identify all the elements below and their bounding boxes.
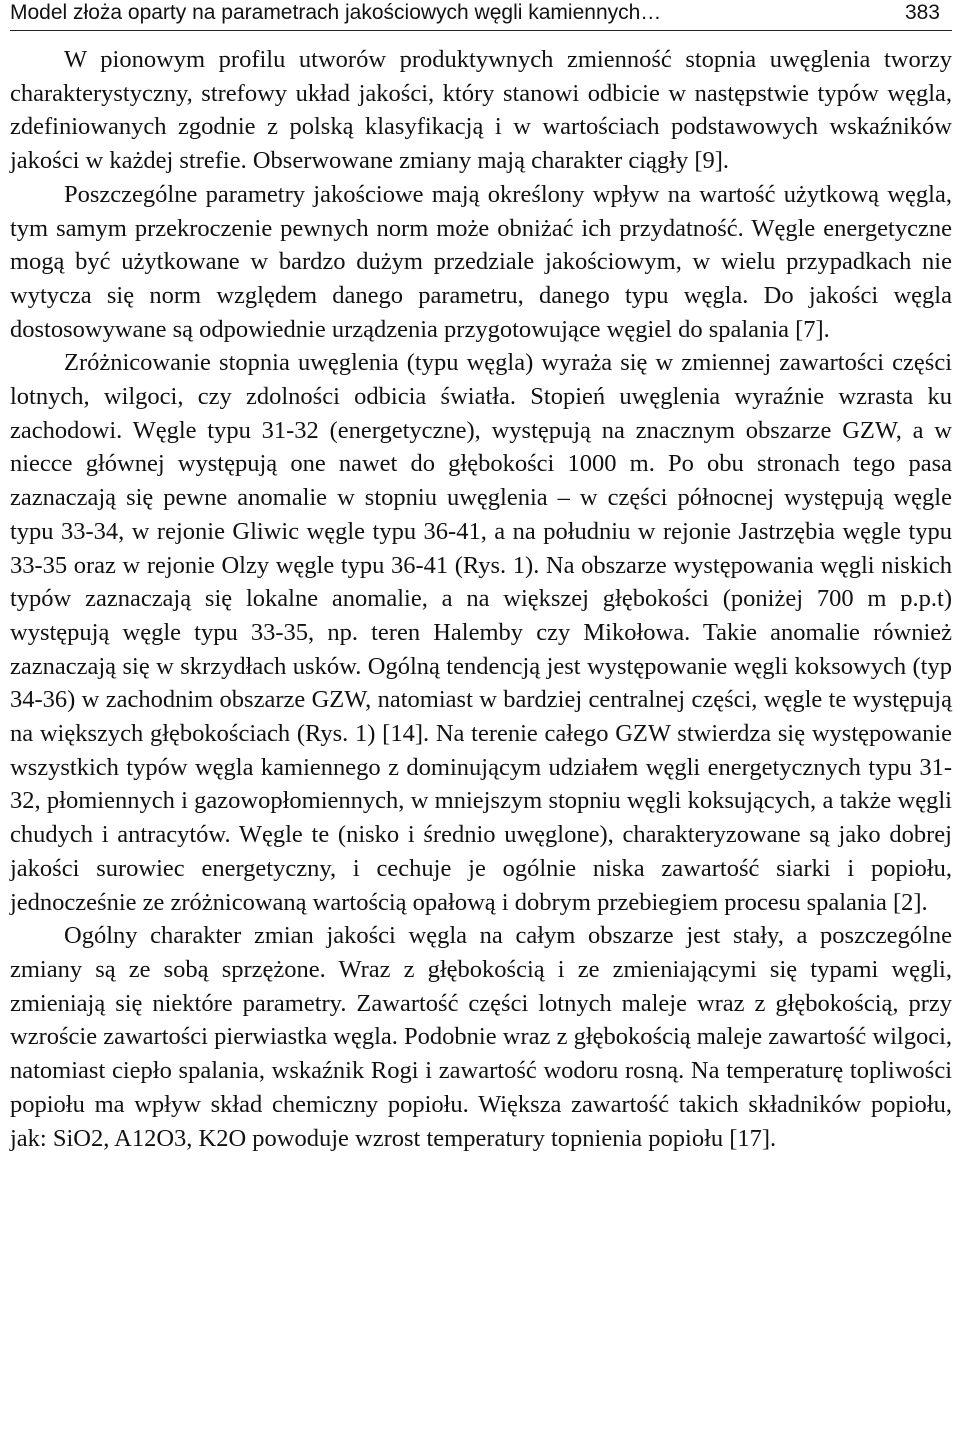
page-number: 383 — [904, 1, 940, 24]
paragraph-3: Zróżnicowanie stopnia uwęglenia (typu węgla) wyraża się w zmiennej zawartości części lotnych, wilgoci, czy zdolności odbicia światła. Stopień uwęglenia wyraźnie wzrasta ku zachodowi. Węgle typu 31-32 (energetyczne), występują na znacznym obszarze GZW, a w niecce głównej występują one nawet do głębokości 1000 m. Po obu stronach tego pasa zaznaczają się pewne anomalie w stopniu uwęglenia – w części północnej występują węgle typu 33-34, w rejonie Gliwic węgle typu 36-41, a na południu w rejonie Jastrzębia węgle typu 33-35 oraz w rejonie Olzy węgle typu 36-41 (Rys. 1). Na obszarze występowania węgli niskich typów zaznaczają się lokalne anomalie, a na większej głębokości (poniżej 700 m p.p.t) występują węgle typu 33-35, np. teren Halemby czy Mikołowa. Takie anomalie również zaznaczają się w skrzydłach usków. Ogólną tendencją jest występowanie węgli koksowych (typ 34-36) w zachodnim obszarze GZW, natomiast w bardziej centralnej części, węgle te występują na większych głębokościach (Rys. 1) [14]. Na terenie całego GZW stwierdza się występowanie wszystkich typów węgla kamiennego z dominującym udziałem węgli energetycznych typu 31-32, płomiennych i gazowopłomiennych, w mniejszym stopniu węgli koksujących, a także węgli chudych i antracytów. Węgle te (nisko i średnio uwęglone), charakteryzowane są jako dobrej jakości surowiec energetyczny, i cechuje je ogólnie niska zawartość siarki i popiołu, jednocześnie ze zróżnicowaną wartością opałową i dobrym przebiegiem procesu spalania [2]. — [10, 349, 952, 916]
paragraph-1: W pionowym profilu utworów produktywnych zmienność stopnia uwęglenia tworzy charakterystyczny, strefowy układ jakości, który stanowi odbicie w następstwie typów węgla, zdefiniowanych zgodnie z polską klasyfikacją i w wartościach podstawowych wskaźników jakości w każdej strefie. Obserwowane zmiany mają charakter ciągły [9]. — [10, 46, 952, 175]
paragraph-2: Poszczególne parametry jakościowe mają określony wpływ na wartość użytkową węgla, tym samym przekroczenie pewnych norm może obniżać ich przydatność. Węgle energetyczne mogą być użytkowane w bardzo dużym przedziale jakościowym, w wielu przypadkach nie wytycza się norm względem danego parametru, danego typu węgla. Do jakości węgla dostosowywane są odpowiednie urządzenia przygotowujące węgiel do spalania [7]. — [10, 180, 952, 343]
running-title: Model złoża oparty na parametrach jakościowych węgli kamiennych… — [10, 1, 662, 24]
body-text — [10, 43, 952, 1155]
running-header — [10, 0, 952, 31]
paragraph-4: Ogólny charakter zmian jakości węgla na całym obszarze jest stały, a poszczególne zmiany są ze sobą sprzężone. Wraz z głębokością i ze zmieniającymi się typami węgli, zmieniają się niektóre parametry. Zawartość części lotnych maleje wraz z głębokością, przy wzroście zawartości pierwiastka węgla. Podobnie wraz z głębokością maleje zawartość wilgoci, natomiast ciepło spalania, wskaźnik Rogi i zawartość wodoru rosną. Na temperaturę topliwości popiołu ma wpływ skład chemiczny popiołu. Większa zawartość takich składników popiołu, jak: SiO2, A12O3, K2O powoduje wzrost temperatury topnienia popiołu [17]. — [10, 922, 952, 1152]
